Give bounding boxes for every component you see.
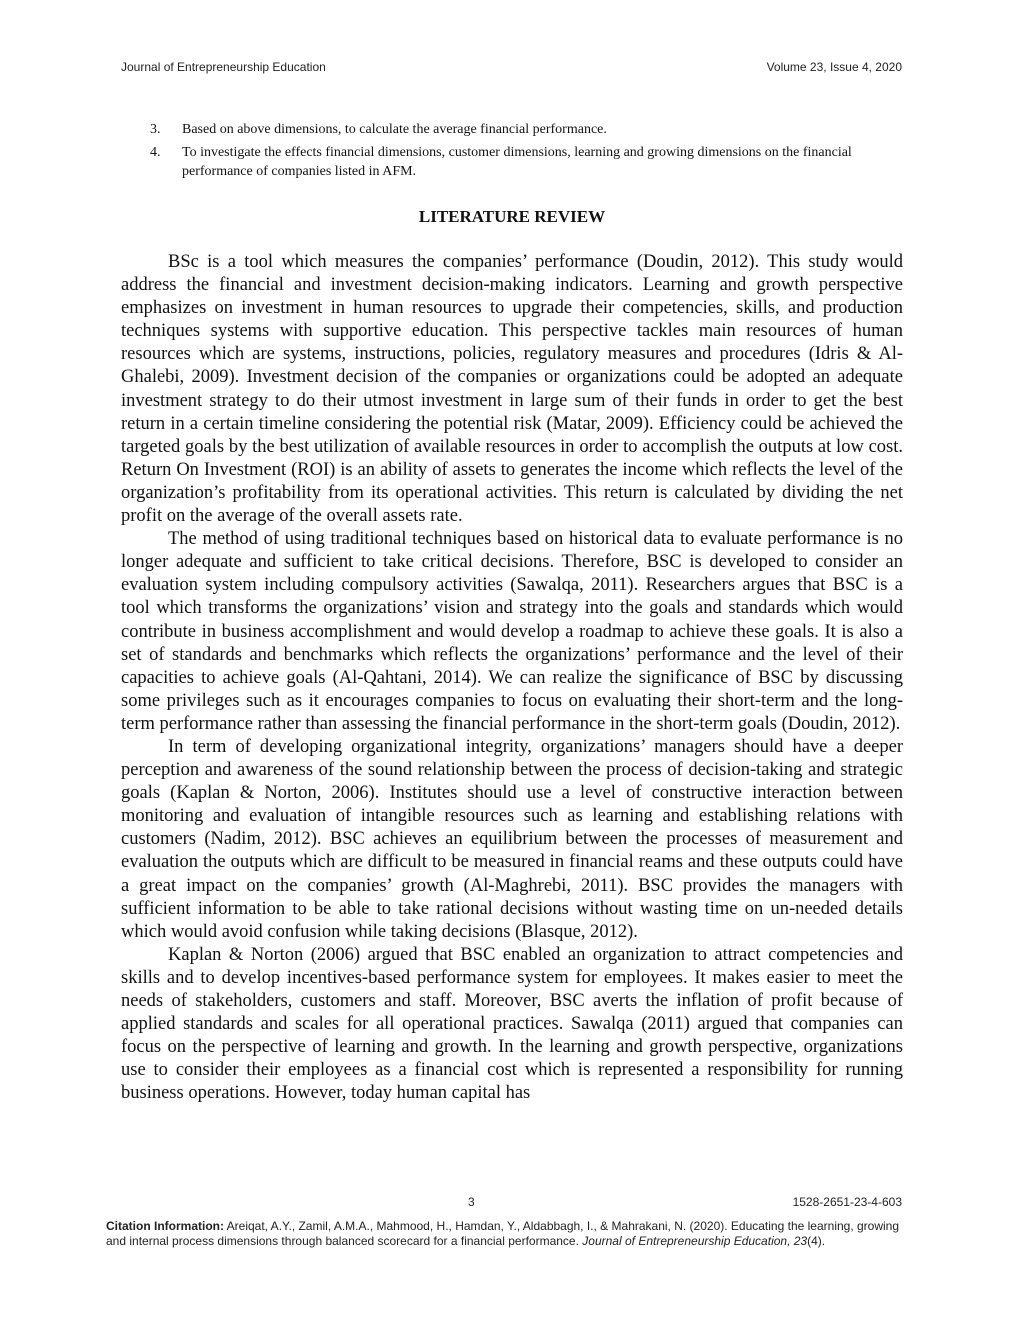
paragraph: BSc is a tool which measures the companies’ performance (Doudin, 2012). This study would address the financial and investment decision-making indicators. Learning and growth perspective emphasizes on investment in human resources to upgrade their competencies, skills, and production techniques systems with supportive education. This perspective tackles main resources of human resources which are systems, instructions, policies, regulatory measures and procedures (Idris & Al-Ghalebi, 2009). Investment decision of the companies or organizations could be adopted an adequate investment strategy to do their utmost investment in large sum of their funds in order to get the best return in a certain timeline considering the potential risk (Matar, 2009). Efficiency could be achieved the targeted goals by the best utilization of available resources in order to accomplish the outputs at low cost. Return On Investment (ROI) is an ability of assets to generates the income which reflects the level of the organization’s profitability from its operational activities. This return is calculated by dividing the net profit on the average of the overall assets rate.	[121, 252, 903, 527]
page-number: 3	[468, 1195, 475, 1209]
running-header-journal: Journal of Entrepreneurship Education	[121, 60, 326, 74]
citation-issue: (4).	[807, 1234, 826, 1248]
citation-journal: Journal of Entrepreneurship Education, 23	[582, 1234, 808, 1248]
list-item-text: Based on above dimensions, to calculate the average financial performance.	[182, 122, 607, 137]
list-item-text: To investigate the effects financial dimensions, customer dimensions, learning and growing dimensions on the financial performance of companies listed in AFM.	[182, 145, 852, 179]
list-item-number: 3.	[150, 122, 161, 137]
citation-information	[106, 1219, 906, 1249]
article-id: 1528-2651-23-4-603	[792, 1195, 902, 1209]
paragraph: The method of using traditional techniques based on historical data to evaluate performance is no longer adequate and sufficient to take critical decisions. Therefore, BSC is developed to consider an evaluation system including compulsory activities (Sawalqa, 2011). Researchers argues that BSC is a tool which transforms the organizations’ vision and strategy into the goals and standards which would contribute in business accomplishment and would develop a roadmap to achieve these goals. It is also a set of standards and benchmarks which reflects the organizations’ performance and the level of their capacities to achieve goals (Al-Qahtani, 2014). We can realize the significance of BSC by discussing some privileges such as it encourages companies to focus on evaluating their short-term and the long-term performance rather than assessing the financial performance in the short-term goals (Doudin, 2012).	[121, 529, 903, 734]
running-header-volume: Volume 23, Issue 4, 2020	[766, 60, 902, 74]
paragraph: Kaplan & Norton (2006) argued that BSC enabled an organization to attract competencies and skills and to develop incentives-based performance system for employees. It makes easier to meet the needs of stakeholders, customers and staff. Moreover, BSC averts the inflation of profit because of applied standards and scales for all operational practices. Sawalqa (2011) argued that companies can focus on the perspective of learning and growth. In the learning and growth perspective, organizations use to consider their employees as a financial cost which is represented a responsibility for running business operations. However, today human capital has	[121, 944, 903, 1104]
list-item	[121, 143, 903, 181]
citation-text: Areiqat, A.Y., Zamil, A.M.A., Mahmood, H., Hamdan, Y., Aldabbagh, I., & Mahrakani, N. (2020). Educating the learning, growing and internal process dimensions through balanced scorecard for a financial performance.	[106, 1219, 900, 1248]
section-heading: LITERATURE REVIEW	[418, 207, 606, 226]
body-text	[121, 251, 903, 1105]
paragraph: In term of developing organizational integrity, organizations’ managers should have a deeper perception and awareness of the sound relationship between the process of decision-taking and strategic goals (Kaplan & Norton, 2006). Institutes should use a level of constructive interaction between monitoring and evaluation of intangible resources such as learning and establishing relations with customers (Nadim, 2012). BSC achieves an equilibrium between the processes of measurement and evaluation the outputs which are difficult to be measured in financial reams and these outputs could have a great impact on the companies’ growth (Al-Maghrebi, 2011). BSC provides the managers with sufficient information to be able to take rational decisions without wasting time on un-needed details which would avoid confusion while taking decisions (Blasque, 2012).	[121, 736, 903, 942]
list-item-number: 4.	[150, 145, 161, 160]
objectives-list	[121, 120, 903, 185]
citation-label: Citation Information:	[106, 1219, 224, 1233]
list-item	[121, 120, 903, 139]
